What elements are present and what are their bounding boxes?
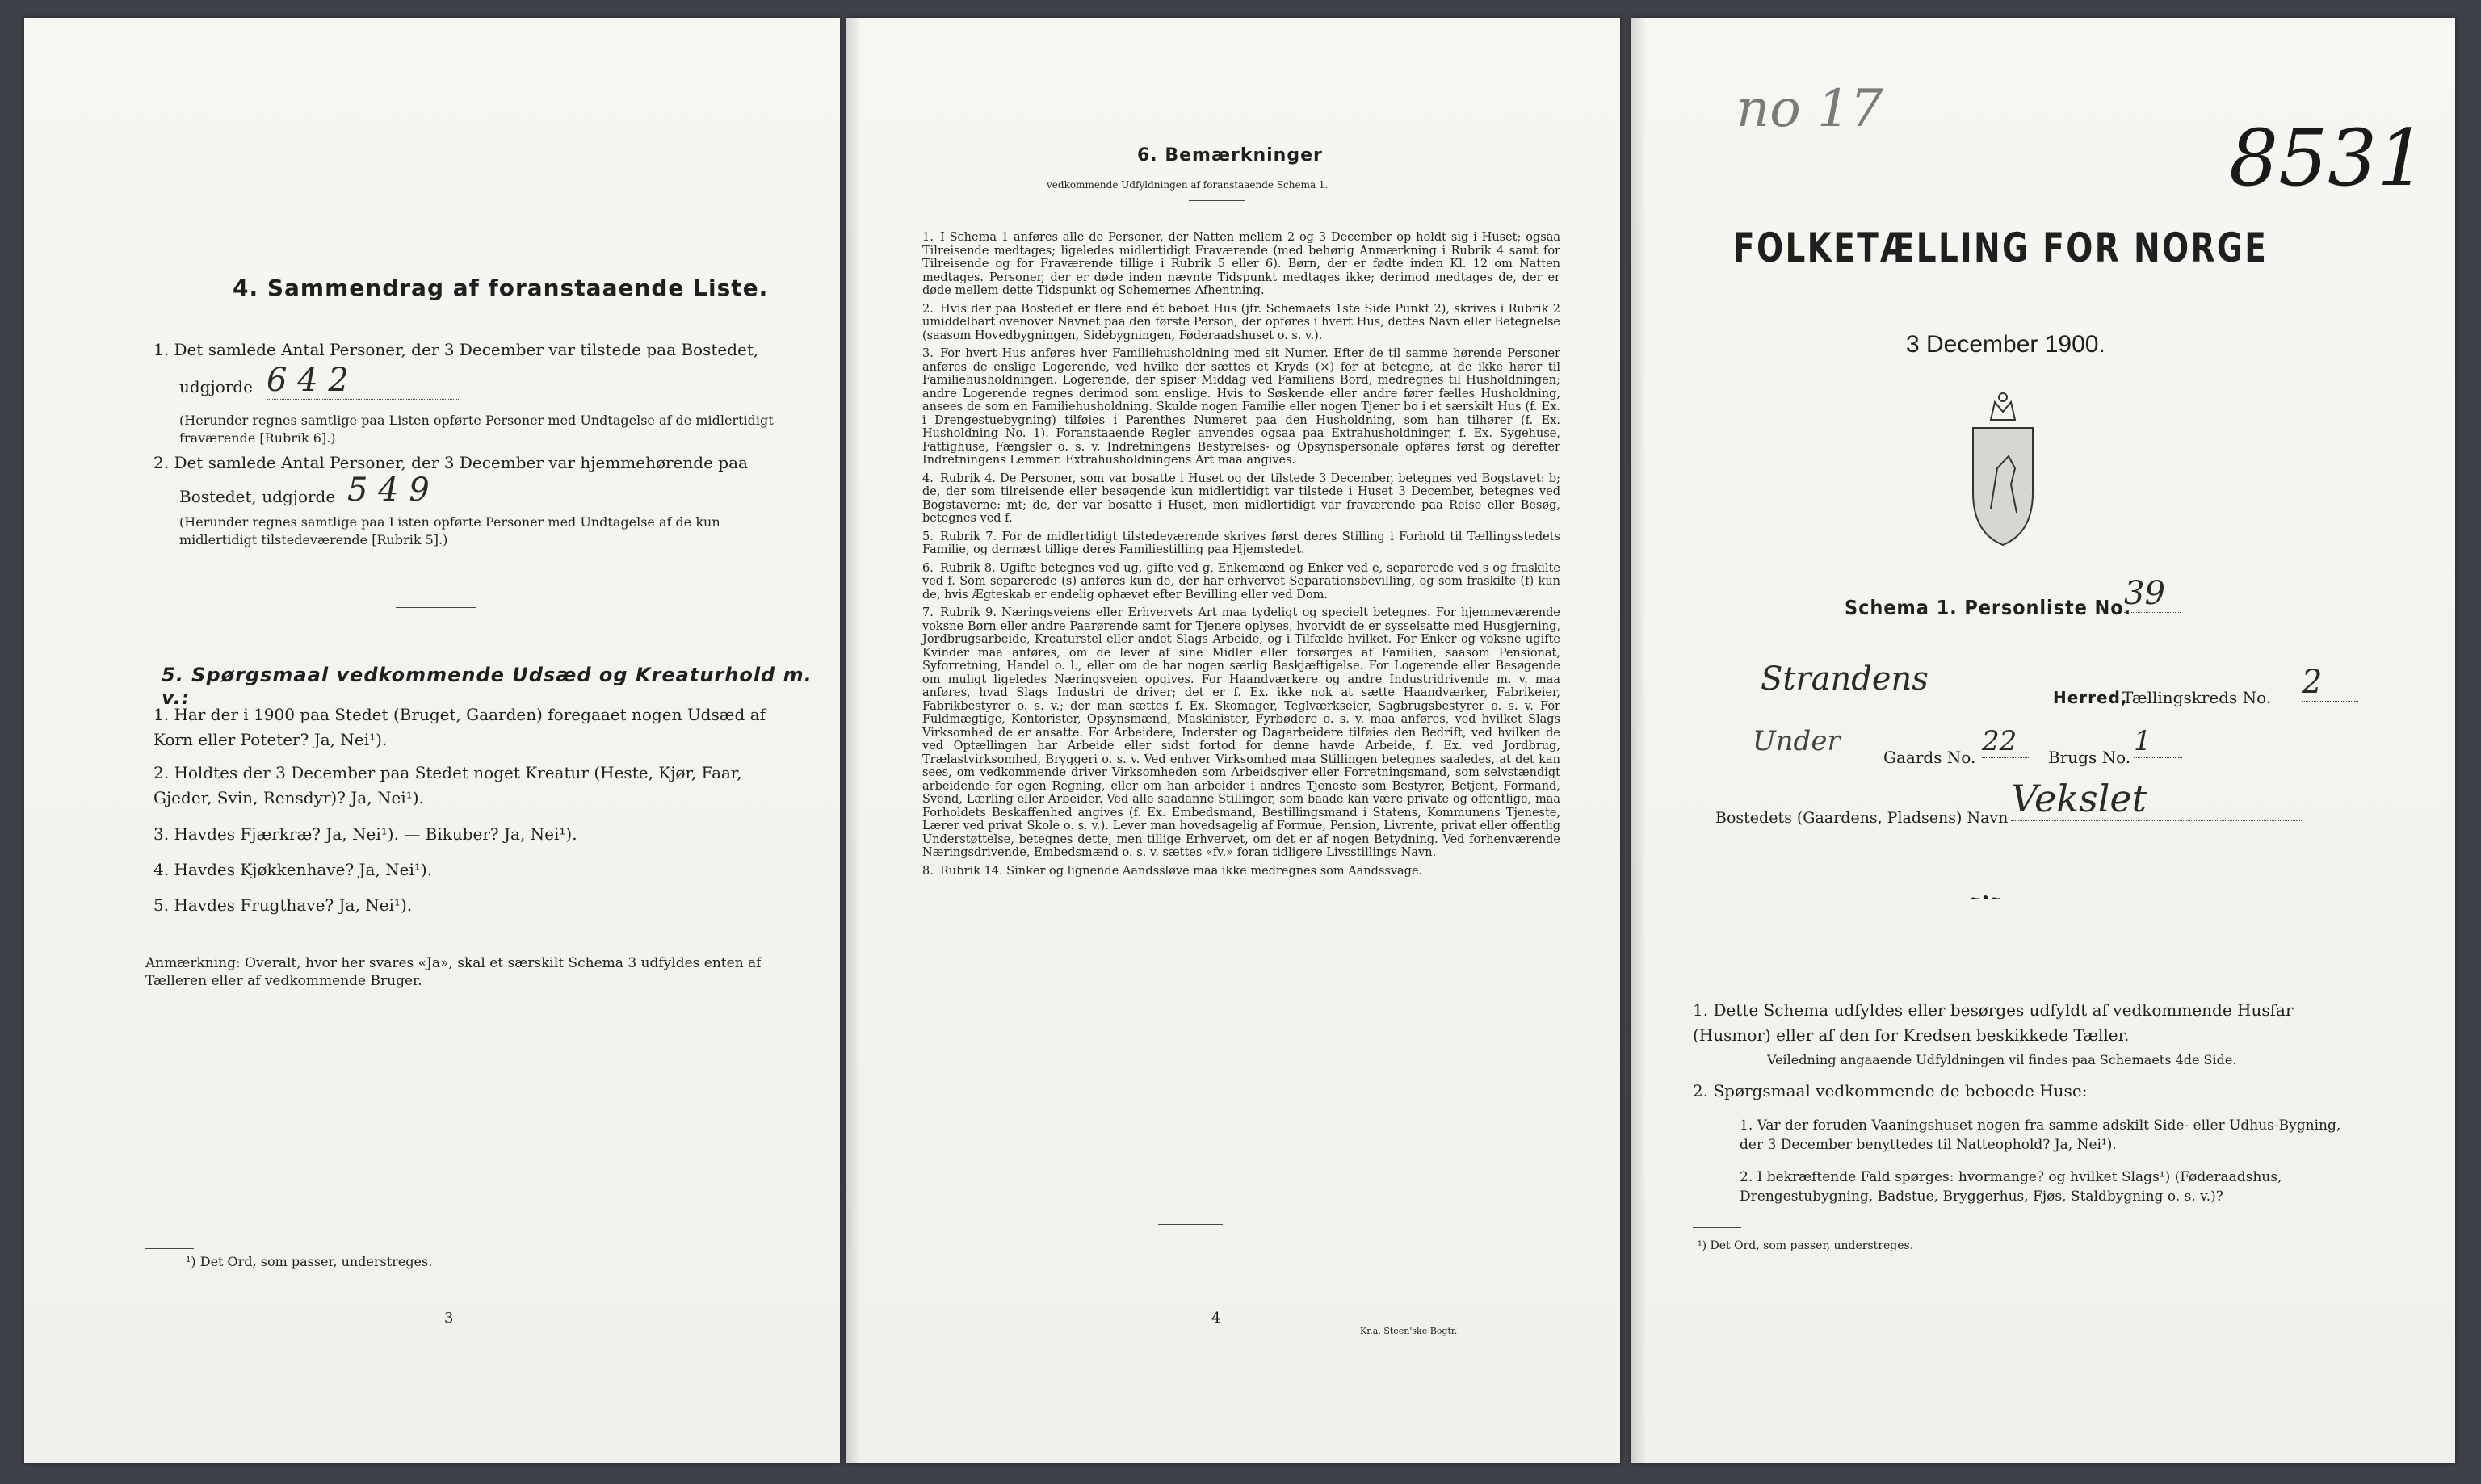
brugs-label: Brugs No.	[2048, 748, 2131, 767]
schema-label: Schema 1. Personliste No.	[1845, 596, 2132, 619]
remark-item: 8. Rubrik 14. Sinker og lignende Aandssløve maa ikke medregnes som Aandssvage.	[922, 864, 1423, 878]
section5-title: 5. Spørgsmaal vedkommende Udsæd og Kreaturhold m. v.:	[162, 664, 812, 709]
item2-note: (Herunder regnes samtlige paa Listen opførte Personer med Undtagelse af de kun midlertidigt tilstedeværende [Rubrik 5].)	[179, 514, 720, 547]
page-fold-shadow	[1631, 18, 1646, 1463]
printer-credit: Kr.a. Steen'ske Bogtr.	[1360, 1326, 1458, 1336]
question-1: 1. Har der i 1900 paa Stedet (Bruget, Gaarden) foregaaet nogen Udsæd af Korn eller Poteter? Ja, Nei¹).	[153, 705, 766, 749]
instruction-2-question-1: 1. Var der foruden Vaaningshuset nogen fra samme adskilt Side- eller Udhus-Bygning, der 3 December benyttedes til Natteophold? Ja, Nei¹).	[1740, 1117, 2341, 1153]
remarks-subtitle: vedkommende Udfyldningen af foranstaaende Schema 1.	[1047, 179, 1329, 191]
page-left	[24, 18, 840, 1463]
divider	[1158, 1224, 1223, 1225]
item1-note: (Herunder regnes samtlige paa Listen opførte Personer med Undtagelse af de midlertidigt fraværende [Rubrik 6].)	[179, 413, 774, 446]
remark-item: 5. Rubrik 7. For de midlertidigt tilstedeværende skrives først deres Stilling i Forhold til Tællingsstedets Familie, og dernæst tillige deres Familiestilling paa Hjemstedet.	[922, 530, 1560, 556]
divider	[396, 607, 476, 608]
item1-label: udgjorde	[179, 377, 253, 396]
section5-note: Anmærkning: Overalt, hvor her svares «Ja», skal et særskilt Schema 3 udfyldes enten af Tælleren eller af vedkommende Bruger.	[145, 955, 762, 989]
page-fold-shadow	[846, 18, 861, 1463]
remark-item: 1. I Schema 1 anføres alle de Personer, der Natten mellem 2 og 3 December op holdt sig i Huset; ogsaa Tilreisende medtages; ligeledes midlertidigt Fraværende (med behørig Anmærkning i Rubrik 4 samt for Tilreisende og for Fraværende tillige i Rubrik 5 eller 6). Børn, der er fødte inden Kl. 12 om Natten medtages. Personer, der er døde inden nævnte Tidspunkt medtages ikke; derimod medtages de, der er døde mellem dette Tidspunkt og Schemernes Afhentning.	[922, 231, 1560, 297]
item2-handwritten-value: 5 4 9	[347, 472, 509, 509]
handwritten-archive-number: 8531	[2229, 113, 2427, 203]
item1-text: 1. Det samlede Antal Personer, der 3 December var tilstede paa Bostedet,	[153, 340, 759, 359]
question-3: 3. Havdes Fjærkræ? Ja, Nei¹). — Bikuber? Ja, Nei¹).	[153, 824, 577, 844]
ornament-icon: ~•~	[1969, 890, 2002, 907]
divider	[1189, 200, 1245, 201]
kreds-value: 2	[2302, 664, 2358, 702]
page-middle	[846, 18, 1620, 1463]
remark-item: 3. For hvert Hus anføres hver Familiehusholdning med sit Numer. Efter de til samme hørende Personer anføres de enslige Logerende, ved hvilke der sættes et Kryds (×) for at betegne, at de ikke hører til Familiehusholdningen. Logerende, der spiser Middag ved Familiens Bord, medregnes til Husholdningen; andre Logerende regnes derimod som enslige. Hvis to Søskende eller andre fører fælles Husholdning, ansees de som en Familiehusholdning. Skulde nogen Familie eller nogen Tjener bo i et særskilt Hus (f. Ex. i Drengestuebygning) tilføies i Parenthes Numeret paa den Husholdning, som han tilhører (f. Ex. Husholdning No. 1). Foranstaaende Regler anvendes ogsaa paa Extrahusholdninger, f. Ex. Sygehuse, Fattighuse, Fængsler o. s. v. Indretningens Bestyrelses- og Opsynspersonale opføres først og derefter Indretningens Lemmer. Extrahusholdningens Art maa angives.	[922, 347, 1560, 467]
instruction-2: 2. Spørgsmaal vedkommende de beboede Huse:	[1693, 1081, 2088, 1100]
remark-item: 2. Hvis der paa Bostedet er flere end ét beboet Hus (jfr. Schemaets 1ste Side Punkt 2), skrives i Rubrik 2 umiddelbart ovenover Navnet paa den første Person, der opføres i hvert Hus, dettes Navn eller Betegnelse (saasom Hovedbygningen, Sidebygningen, Føderaadshuset o. s. v.).	[922, 302, 1560, 342]
page-number: 3	[444, 1310, 454, 1327]
page-number: 4	[1211, 1310, 1221, 1327]
footnote: ¹) Det Ord, som passer, understreges.	[186, 1254, 433, 1269]
document-title: FOLKETÆLLING FOR NORGE	[1733, 224, 2269, 271]
kreds-label: Tællingskreds No.	[2122, 688, 2272, 707]
item2-label: Bostedet, udgjorde	[179, 487, 336, 506]
remarks-title: 6. Bemærkninger	[1137, 145, 1323, 166]
herred-label: Herred,	[2053, 688, 2128, 707]
footnote-rule	[145, 1248, 194, 1249]
brugs-value: 1	[2134, 725, 2182, 758]
handwritten-archive-note: no 17	[1736, 79, 1883, 139]
herred-value: Strandens	[1761, 660, 2048, 698]
bosted-value: Vekslet	[2011, 777, 2302, 821]
question-4: 4. Havdes Kjøkkenhave? Ja, Nei¹).	[153, 860, 433, 879]
gaards-label: Gaards No.	[1883, 748, 1976, 767]
question-5: 5. Havdes Frugthave? Ja, Nei¹).	[153, 895, 413, 915]
footnote-rule	[1693, 1227, 1741, 1228]
remark-item: 7. Rubrik 9. Næringsveiens eller Erhvervets Art maa tydeligt og specielt betegnes. For hjemmeværende voksne Børn eller andre Paarørende samt for Tjenere oplyses, hvorvidt de er sysselsatte med Husgjerning, Jordbrugsarbeide, Kreaturstel eller andet Slags Arbeide, og i Tilfælde hvilket. For Enker og voksne ugifte Kvinder maa anføres, om de lever af sine Midler eller forsørges af Familien, saasom Pensionat, Syforretning, Handel o. l., eller om de har nogen særlig Beskjæftigelse. For Logerende eller Besøgende om muligt ligeledes Næringsveien opgives. For Haandværkere og andre Industridrivende m. v. maa anføres, hvad Slags Industri de driver; det er f. Ex. ikke nok at sætte Haandværker, Fabrikeier, Fabrikbestyrer o. s. v.; der man sættes f. Ex. Skomager, Teglværkseier, Sagbrugsbestyrer o. s. v. For Fuldmægtige, Kontorister, Opsynsmænd, Maskinister, Fyrbødere o. s. v. maa anføres, ved hvilket Slags Virksomhed de er ansatte. For Arbeidere, Inderster og Dagarbeidere tilføies den Bedrift, ved hvilken de ved Optællingen har Arbeide eller sidst fortod for denne havde Arbeide, f. Ex. ved Jordbrug, Trælastvirksomhed, Bryggeri o. s. v. Ved enhver Virksomhed maa Stillingen betegnes saaledes, at det kan sees, om vedkommende driver Virksomheden som Arbeidsgiver eller Forretningsmand, som selvstændigt arbeidende for egen Regning, eller om han arbeider i andres Tjeneste som Bestyrer, Betjent, Formand, Svend, Lærling eller Arbeider. Ved alle saadanne Stillinger, som baade kan være private og offentlige, maa Forholdets Beskaffenhed angives (f. Ex. Embedsmand, Bestillingsmand i Statens, Kommunens Tjeneste, Lærer ved privat Skole o. s. v.). Lever man hovedsagelig af Formue, Pension, Livrente, privat eller offentlig Understøttelse, betegnes dette, men tillige Erhvervet, om det er af nogen Betydning. Ved forhenværende Næringsdrivende, Embedsmænd o. s. v. sættes «fv.» foran tidligere Livsstillings Navn.	[922, 606, 1560, 859]
bosted-label: Bostedets (Gaardens, Pladsens) Navn	[1715, 809, 2009, 827]
instruction-1-sub: Veiledning angaaende Udfyldningen vil findes paa Schemaets 4de Side.	[1767, 1052, 2237, 1067]
page-right	[1631, 18, 2455, 1463]
section4-title: 4. Sammendrag af foranstaaende Liste.	[233, 275, 769, 301]
instruction-2-question-2: 2. I bekræftende Fald spørges: hvormange? og hvilket Slags¹) (Føderaadshus, Drengestubygning, Badstue, Bryggerhus, Fjøs, Staldbygning o. s. v.)?	[1740, 1169, 2282, 1205]
item2-text: 2. Det samlede Antal Personer, der 3 December var hjemmehørende paa	[153, 453, 748, 472]
remark-item: 4. Rubrik 4. De Personer, som var bosatte i Huset og der tilstede 3 December, betegnes ved Bogstavet: b; de, der som tilreisende eller besøgende kun midlertidigt var tilstede i Huset 3 December, betegnes ved Bogstaverne: mt; de, der var bosatte i Huset, men midlertidigt var fraværende paa Reise eller Besøg, betegnes ved f.	[922, 472, 1560, 525]
gaard-prefix: Under	[1753, 725, 1841, 757]
instruction-1: 1. Dette Schema udfyldes eller besørges udfyldt af vedkommende Husfar (Husmor) eller af den for Kredsen beskikkede Tæller.	[1693, 1000, 2294, 1045]
footnote: ¹) Det Ord, som passer, understreges.	[1698, 1239, 1914, 1252]
schema-number-value: 39	[2124, 575, 2181, 613]
gaards-value: 22	[1982, 725, 2030, 758]
remarks-list	[922, 231, 1560, 882]
norwegian-coat-of-arms-icon	[1967, 379, 2039, 549]
item1-handwritten-value: 6 4 2	[267, 362, 460, 400]
question-2: 2. Holdtes der 3 December paa Stedet noget Kreatur (Heste, Kjør, Faar, Gjeder, Svin, Rensdyr)? Ja, Nei¹).	[153, 763, 742, 807]
document-date: 3 December 1900.	[1906, 331, 2105, 358]
remark-item: 6. Rubrik 8. Ugifte betegnes ved ug, gifte ved g, Enkemænd og Enker ved e, separerede ved s og fraskilte ved f. Som separerede (s) anføres kun de, der har erhvervet Separationsbevilling, og som fraskilte (f) kun de, hvis Ægteskab er endelig ophævet efter Bevilling eller ved Dom.	[922, 561, 1560, 602]
